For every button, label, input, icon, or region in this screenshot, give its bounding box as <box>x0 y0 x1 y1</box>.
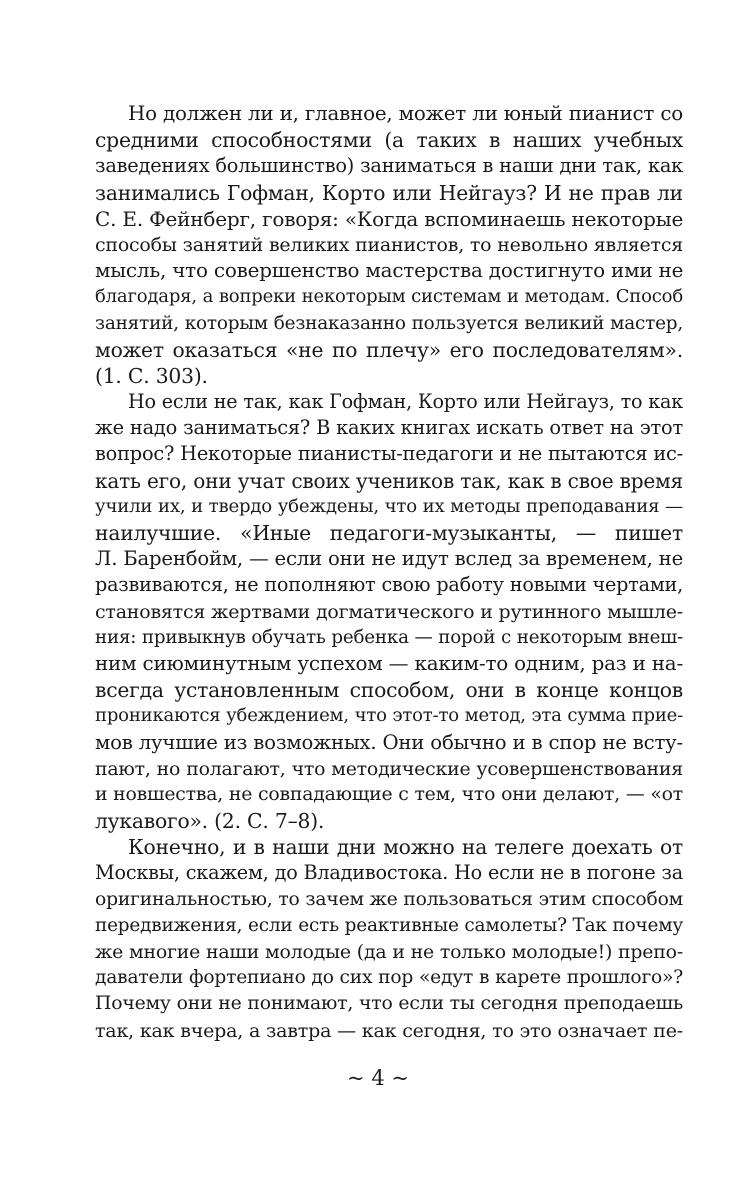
paragraph-line: мов лучшие из возможных. Они обычно и в спор не всту- <box>95 730 683 754</box>
paragraph-line: развиваются, не пополняют свою работу новыми чертами, <box>95 573 683 597</box>
paragraph-line: учили их, и твердо убеждены, что их методы преподавания — <box>95 495 683 517</box>
paragraph-line: же надо заниматься? В каких книгах искать ответ на этот <box>95 416 683 440</box>
paragraph-line: наилучшие. «Иные педагоги-музыканты, — пишет <box>95 521 683 545</box>
paragraph-line: и новшества, не совпадающие с тем, что они делают, — «от <box>95 783 683 805</box>
paragraph-line: благодаря, а вопреки некоторым системам и методам. Способ <box>95 286 683 308</box>
paragraph-first-line: Но должен ли и, главное, может ли юный пианист со <box>128 102 683 125</box>
paragraph-first-line: Но если не так, как Гофман, Корто или Нейгауз, то как <box>128 390 683 414</box>
paragraph-line: лукавого». (2. С. 7–8). <box>95 809 325 834</box>
paragraph-line: вопрос? Некоторые пианисты-педагоги и не пытаются ис- <box>95 442 683 466</box>
paragraph-line: заведениях большинство) заниматься в наши дни так, как <box>95 154 683 178</box>
paragraph-line: же многие наши молодые (да и не только молодые!) препо- <box>95 941 683 963</box>
paragraph-line: может оказаться «не по плечу» его последователям». <box>95 337 683 362</box>
paragraph-line: ним сиюминутным успехом — каким-то одним, раз и на- <box>95 651 683 675</box>
paragraph-line: мысль, что совершенство мастерства достигнуто ими не <box>95 259 684 283</box>
paragraph-line: Москвы, скажем, до Владивостока. Но если не в погоне за <box>95 861 683 885</box>
paragraph-line: всегда установленным способом, они в конце концов <box>95 678 683 703</box>
paragraph-line: пают, но полагают, что методические усовершенствования <box>95 757 683 780</box>
paragraph-line: С. Е. Фейнберг, говоря: «Когда вспоминаешь некоторые <box>95 206 684 231</box>
paragraph-first-line: Конечно, и в наши дни можно на телеге доехать от <box>128 835 683 860</box>
paragraph-line: способы занятий великих пианистов, то невольно является <box>95 233 683 256</box>
paragraph-line: так, как вчера, а завтра — как сегодня, то это означает пе- <box>95 1019 683 1042</box>
body-text <box>95 101 683 1044</box>
paragraph-line: ния: привыкнув обучать ребенка — порой с некоторым внеш- <box>95 626 683 648</box>
paragraph-line: становятся жертвами догматического и рутинного мышле- <box>95 600 683 623</box>
paragraph-line: средними способностями (а таких в наших учебных <box>95 128 683 153</box>
paragraph-line: проникаются убеждением, что этот-то метод, эта сумма прие- <box>95 705 683 727</box>
paragraph-line: даватели фортепиано до сих пор «едут в карете прошлого»? <box>95 967 683 989</box>
paragraph-line: Почему они не понимают, что если ты сегодня преподаешь <box>95 993 683 1015</box>
paragraph-line: Л. Баренбойм, — если они не идут вслед за временем, не <box>95 547 683 571</box>
paragraph-line: кать его, они учат своих учеников так, как в свое время <box>95 468 683 493</box>
paragraph-line: занятий, которым безнаказанно пользуется великий мастер, <box>95 312 683 334</box>
paragraph-line: занимались Гофман, Корто или Нейгауз? И не прав ли <box>95 180 683 205</box>
paragraph-line: оригинальностью, то зачем же пользоваться этим способом <box>95 888 683 910</box>
paragraph-line: (1. С. 303). <box>95 363 208 388</box>
paragraph-line: передвижения, если есть реактивные самолеты? Так почему <box>95 914 683 936</box>
page-number: ~ 4 ~ <box>347 1066 409 1090</box>
